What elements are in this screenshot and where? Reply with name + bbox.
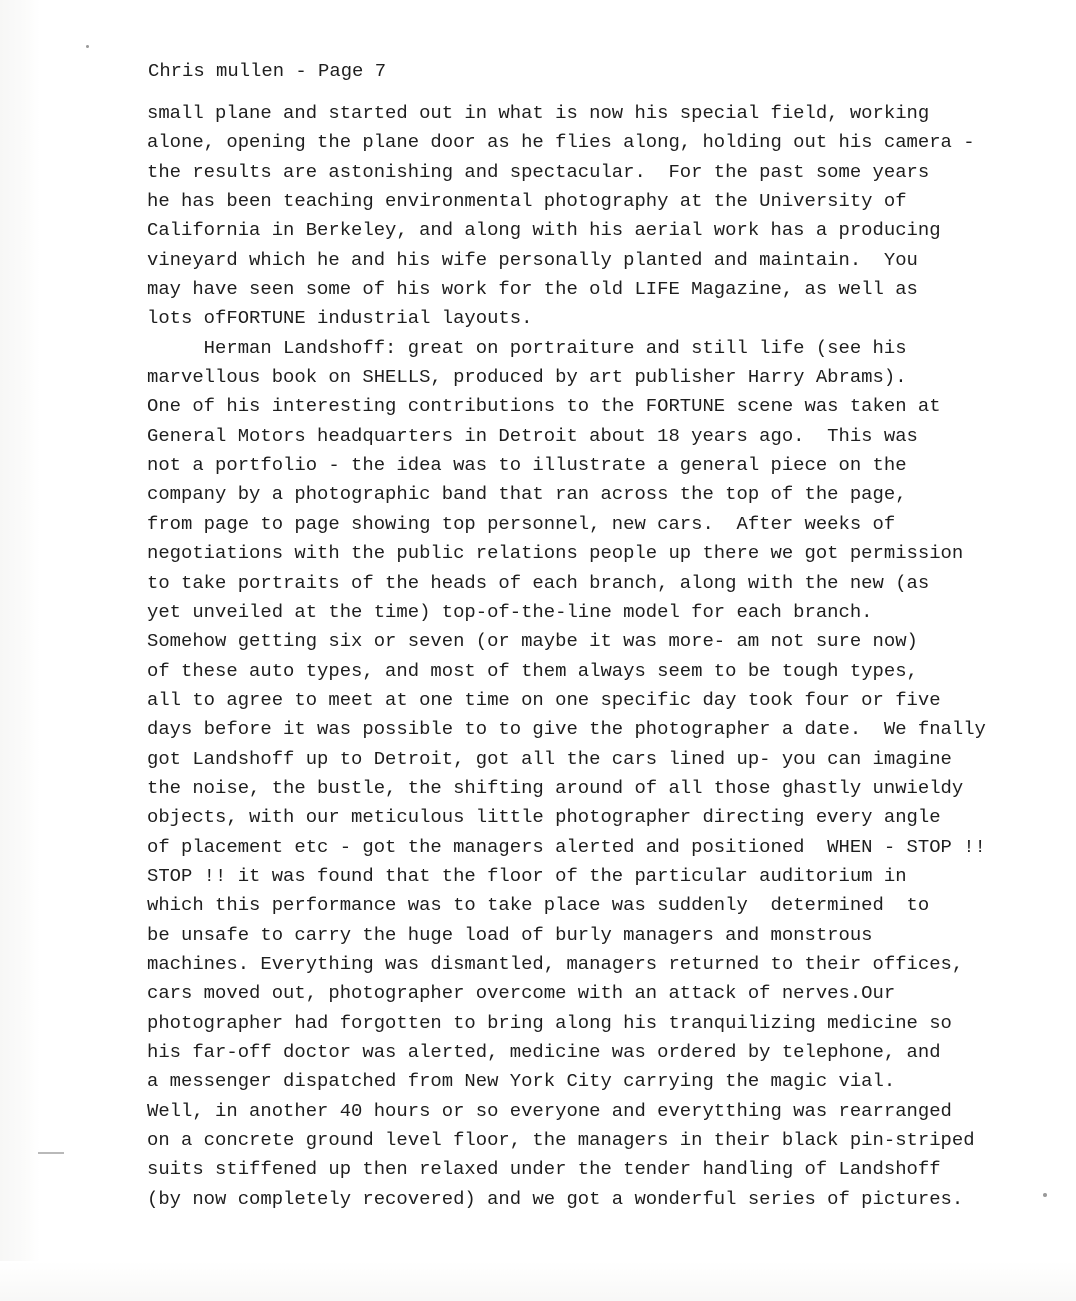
text-line: Herman Landshoff: great on portraiture and still life (see his	[147, 336, 907, 359]
text-line: all to agree to meet at one time on one specific day took four or five	[147, 688, 941, 711]
text-line: may have seen some of his work for the old LIFE Magazine, as well as	[147, 278, 918, 301]
text-line: be unsafe to carry the huge load of burly managers and monstrous	[147, 923, 873, 946]
text-line: negotiations with the public relations people up there we got permission	[147, 542, 964, 565]
text-line: the results are astonishing and spectacular. For the past some years	[147, 160, 930, 183]
text-line: General Motors headquarters in Detroit about 18 years ago. This was	[147, 424, 918, 447]
text-line: Well, in another 40 hours or so everyone and everytthing was rearranged	[147, 1099, 952, 1122]
text-line: California in Berkeley, and along with his aerial work has a producing	[147, 219, 941, 242]
text-line: his far-off doctor was alerted, medicine was ordered by telephone, and	[147, 1041, 941, 1063]
text-line: on a concrete ground level floor, the managers in their black pin-striped	[147, 1129, 975, 1152]
text-line: not a portfolio - the idea was to illustrate a general piece on the	[147, 454, 907, 477]
text-line: objects, with our meticulous little photographer directing every angle	[147, 806, 941, 829]
text-line: a messenger dispatched from New York City carrying the magic vial.	[147, 1070, 896, 1093]
text-line: from page to page showing top personnel, new cars. After weeks of	[147, 512, 896, 535]
text-line: Somehow getting six or seven (or maybe it was more- am not sure now)	[147, 630, 918, 653]
text-line: (by now completely recovered) and we got a wonderful series of pictures.	[147, 1187, 964, 1210]
text-line: of placement etc - got the managers alerted and positioned WHEN - STOP !!	[147, 835, 986, 858]
text-line: he has been teaching environmental photography at the University of	[147, 190, 907, 213]
text-line: small plane and started out in what is now his special field, working	[147, 102, 930, 124]
text-line: company by a photographic band that ran across the top of the page,	[147, 483, 907, 506]
text-line: photographer had forgotten to bring along his tranquilizing medicine so	[147, 1011, 952, 1034]
page-body	[147, 99, 1047, 1214]
text-line: which this performance was to take place was suddenly determined to	[147, 894, 930, 917]
text-line: One of his interesting contributions to the FORTUNE scene was taken at	[147, 395, 941, 418]
text-line: got Landshoff up to Detroit, got all the cars lined up- you can imagine	[147, 747, 952, 770]
text-line: days before it was possible to to give the photographer a date. We fnally	[147, 718, 986, 741]
text-line: cars moved out, photographer overcome with an attack of nerves.Our	[147, 982, 896, 1005]
text-line: to take portraits of the heads of each branch, along with the new (as	[147, 571, 930, 594]
text-line: suits stiffened up then relaxed under the tender handling of Landshoff	[147, 1158, 941, 1181]
text-line: the noise, the bustle, the shifting around of all those ghastly unwieldy	[147, 776, 964, 799]
text-line: vineyard which he and his wife personally planted and maintain. You	[147, 248, 918, 271]
text-line: marvellous book on SHELLS, produced by art publisher Harry Abrams).	[147, 366, 907, 389]
text-line: of these auto types, and most of them always seem to be tough types,	[147, 659, 918, 682]
text-line: yet unveiled at the time) top-of-the-line model for each branch.	[147, 600, 873, 623]
page-header: Chris mullen - Page 7	[148, 60, 387, 82]
text-line: alone, opening the plane door as he flies along, holding out his camera -	[147, 131, 975, 154]
text-line: lots ofFORTUNE industrial layouts.	[147, 307, 533, 330]
text-line: STOP !! it was found that the floor of the particular auditorium in	[147, 864, 907, 887]
text-line: machines. Everything was dismantled, managers returned to their offices,	[147, 952, 964, 975]
